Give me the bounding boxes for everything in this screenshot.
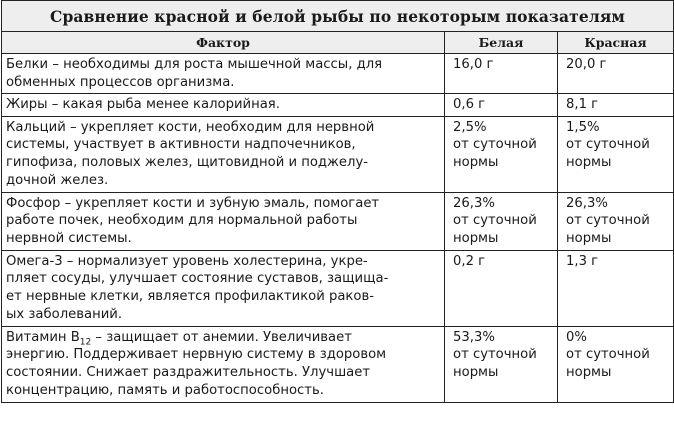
table-row	[2, 192, 674, 250]
white-fish-value-line: 16,0 г	[453, 57, 494, 72]
white-fish-value	[445, 116, 558, 192]
white-fish-value-line: 0,2 г	[453, 253, 486, 269]
table-row	[2, 94, 674, 117]
factor-cell	[2, 250, 445, 326]
factor-line: ет нервные клетки, является профилактикой раков-	[6, 288, 375, 304]
factor-cell	[2, 326, 445, 402]
red-fish-value	[558, 326, 674, 402]
factor-line: энергию. Поддерживает нервную систему в здоровом	[6, 347, 387, 363]
red-fish-value-line: 1,3 г	[566, 253, 599, 269]
header-row	[2, 32, 674, 54]
factor-line: работе почек, необходим для нормальной работы	[6, 213, 358, 229]
vitamin-description-start: – защищает от анемии. Увеличивает	[91, 329, 352, 345]
white-fish-value-line: 53,3%	[453, 329, 495, 345]
white-fish-value-line: 2,5%	[453, 119, 487, 135]
white-fish-value-line: от суточной	[453, 137, 537, 153]
vitamin-subscript: 12	[79, 337, 92, 348]
factor-line: дочной желез.	[6, 172, 109, 188]
red-fish-value-line: 26,3%	[566, 195, 608, 211]
factor-line: состоянии. Снижает раздражительность. Улучшает	[6, 364, 371, 380]
red-fish-value-line: 20,0 г	[566, 57, 607, 72]
factor-line: Жиры – какая рыба менее калорийная.	[6, 97, 280, 113]
vitamin-name: Витамин В	[6, 329, 80, 345]
white-fish-value-line: от суточной	[453, 213, 537, 229]
white-fish-value	[445, 94, 558, 117]
red-fish-value	[558, 54, 674, 94]
red-fish-value-line: от суточной	[566, 137, 650, 153]
factor-line: Кальций – укрепляет кости, необходим для нервной	[6, 119, 375, 135]
factor-line: пляет сосуды, улучшает состояние суставов, защища-	[6, 271, 389, 287]
red-fish-value	[558, 116, 674, 192]
red-fish-value-line: от суточной	[566, 213, 650, 229]
white-fish-value-line: нормы	[453, 154, 499, 170]
table-row	[2, 116, 674, 192]
comparison-table	[1, 0, 674, 403]
red-fish-value-line: нормы	[566, 364, 612, 380]
factor-line	[6, 329, 440, 347]
factor-line: Фосфор – укрепляет кости и зубную эмаль, помогает	[6, 195, 380, 211]
column-header-factor: Фактор	[2, 32, 445, 54]
comparison-table-wrapper	[1, 0, 673, 433]
table-row	[2, 326, 674, 402]
factor-line: системы, участвует в активности надпочечников,	[6, 137, 356, 153]
factor-line: обменных процессов организма.	[6, 74, 235, 90]
red-fish-value	[558, 250, 674, 326]
red-fish-value	[558, 192, 674, 250]
red-fish-value-line: нормы	[566, 230, 612, 246]
white-fish-value	[445, 326, 558, 402]
table-title: Сравнение красной и белой рыбы по некоторым показателям	[2, 1, 674, 32]
factor-cell	[2, 94, 445, 117]
red-fish-value-line: от суточной	[566, 347, 650, 363]
table-row	[2, 250, 674, 326]
white-fish-value-line: нормы	[453, 364, 499, 380]
red-fish-value-line: нормы	[566, 154, 612, 170]
white-fish-value-line: 0,6 г	[453, 97, 486, 113]
white-fish-value	[445, 54, 558, 94]
red-fish-value	[558, 94, 674, 117]
white-fish-value-line: от суточной	[453, 347, 537, 363]
white-fish-value-line: нормы	[453, 230, 499, 246]
column-header-red: Красная	[558, 32, 674, 54]
column-header-white: Белая	[445, 32, 558, 54]
red-fish-value-line: 1,5%	[566, 119, 600, 135]
factor-line: Омега-3 – нормализует уровень холестерина, укре-	[6, 253, 368, 269]
table-row	[2, 54, 674, 94]
red-fish-value-line: 0%	[566, 329, 587, 345]
factor-line: Белки – необходимы для роста мышечной массы, для	[6, 57, 383, 72]
factor-line: нервной системы.	[6, 230, 132, 246]
factor-line: гипофиза, половых желез, щитовидной и поджелу-	[6, 154, 369, 170]
table-body	[2, 54, 674, 403]
white-fish-value	[445, 192, 558, 250]
factor-line: концентрацию, память и работоспособность.	[6, 382, 324, 398]
red-fish-value-line: 8,1 г	[566, 97, 599, 113]
white-fish-value-line: 26,3%	[453, 195, 495, 211]
factor-cell	[2, 116, 445, 192]
factor-line: ых заболеваний.	[6, 306, 123, 322]
factor-cell	[2, 192, 445, 250]
white-fish-value	[445, 250, 558, 326]
factor-cell	[2, 54, 445, 94]
